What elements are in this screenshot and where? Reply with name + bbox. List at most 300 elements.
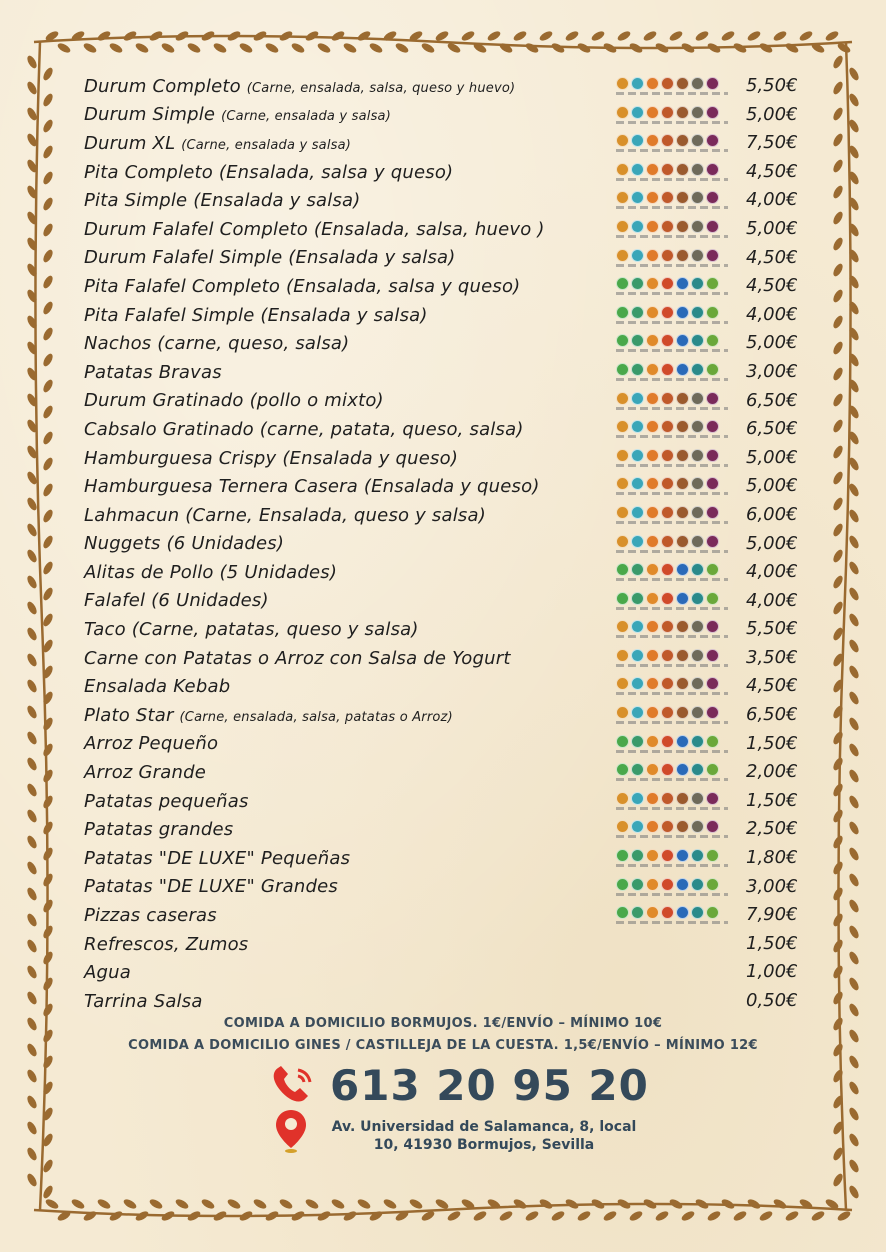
leaf-ornament [460,1197,476,1210]
leaf-ornament [590,1197,606,1210]
allergen-icon [646,906,659,919]
allergen-icon [616,134,629,147]
allergen-icons [616,677,719,690]
leaf-ornament [25,80,38,96]
allergen-icon [691,134,704,147]
allergen-icon [646,306,659,319]
allergen-icon [706,163,719,176]
menu-item-price: 5,50€ [746,75,798,96]
allergen-icons [616,563,719,576]
menu-item [84,987,824,1016]
leaf-ornament [41,1080,54,1096]
leaf-ornament [836,1209,852,1222]
leaf-ornament [810,41,826,54]
allergen-icon [646,535,659,548]
leaf-ornament [41,1106,54,1122]
allergen-icon [646,363,659,376]
allergen-icon [616,77,629,90]
menu-item-name [84,276,520,297]
menu-item-price: 6,50€ [746,704,798,726]
leaf-ornament [831,132,844,148]
menu-item-price: 3,00€ [746,875,798,897]
leaf-ornament [831,80,844,96]
leaf-ornament [847,352,860,368]
allergen-icon [661,163,674,176]
allergen-icon [646,106,659,119]
leaf-ornament [226,29,242,42]
allergen-icon [661,277,674,290]
menu-item-title: Durum Completo [84,75,241,97]
leaf-ornament [44,29,60,42]
allergen-labels [616,921,728,924]
allergen-icon [661,792,674,805]
menu-item-price: 5,00€ [746,475,798,497]
menu-item-name [84,819,233,840]
leaf-ornament [831,210,844,226]
allergen-icon [706,420,719,433]
allergen-icon [616,392,629,405]
allergen-icon [706,106,719,119]
menu-item-title: Hamburguesa Crispy (Ensalada y queso) [84,447,459,469]
leaf-ornament [41,638,54,654]
leaf-ornament [847,170,860,186]
allergen-icon [676,477,689,490]
leaf-ornament [25,444,38,460]
allergen-icon [661,849,674,862]
allergen-icon [676,878,689,891]
leaf-ornament [550,1209,566,1222]
allergen-icon [706,763,719,776]
allergen-icon [631,363,644,376]
allergen-labels [616,692,728,695]
menu-item [84,530,824,559]
menu-item-price: 6,00€ [746,503,798,525]
allergen-icon [631,649,644,662]
allergen-labels [616,721,728,724]
menu-item [84,615,824,644]
leaf-ornament [25,158,38,174]
leaf-ornament [238,41,254,54]
menu-item-title: Durum Falafel Completo (Ensalada, salsa, huevo ) [84,218,545,240]
allergen-icons [616,306,719,319]
allergen-icon [676,163,689,176]
leaf-ornament [41,1158,54,1174]
address-block [270,1108,670,1158]
allergen-icons [616,77,719,90]
leaf-ornament [160,1209,176,1222]
leaf-ornament [498,1209,514,1222]
menu-item-name [84,133,351,154]
allergen-icon [616,592,629,605]
leaf-ornament [408,29,424,42]
leaf-ornament [148,1197,164,1210]
leaf-ornament [847,66,860,82]
allergen-icon [691,191,704,204]
menu-item [84,930,824,959]
leaf-ornament [41,794,54,810]
allergen-icon [661,420,674,433]
leaf-ornament [831,964,844,980]
leaf-ornament [847,92,860,108]
allergen-labels [616,92,728,95]
leaf-ornament [41,482,54,498]
leaf-ornament [434,1197,450,1210]
allergen-icon [661,563,674,576]
leaf-ornament [460,29,476,42]
leaf-ornament [41,846,54,862]
leaf-ornament [82,41,98,54]
menu-item [84,758,824,787]
allergen-icon [631,249,644,262]
leaf-ornament [25,1172,38,1188]
menu-item-name [84,905,217,926]
allergen-icon [646,649,659,662]
leaf-ornament [831,470,844,486]
leaf-ornament [41,716,54,732]
allergen-icon [676,849,689,862]
allergen-icon [706,77,719,90]
allergen-labels [616,178,728,181]
allergen-icon [706,306,719,319]
leaf-ornament [44,1197,60,1210]
leaf-ornament [524,1209,540,1222]
menu-item-name [84,390,384,411]
allergen-icon [691,735,704,748]
menu-item-name [84,934,248,955]
leaf-ornament [847,664,860,680]
leaf-ornament [831,340,844,356]
address-text [314,1118,654,1154]
leaf-ornament [25,834,38,850]
allergen-icon [661,477,674,490]
delivery-info-gines: COMIDA A DOMICILIO GINES / CASTILLEJA DE LA CUESTA. 1,5€/ENVÍO – MÍNIMO 12€ [128,1038,758,1053]
allergen-icon [706,277,719,290]
leaf-ornament [784,1209,800,1222]
leaf-ornament [70,1197,86,1210]
leaf-ornament [41,1132,54,1148]
allergen-icon [676,735,689,748]
leaf-ornament [238,1209,254,1222]
menu-item [84,215,824,244]
leaf-ornament [847,924,860,940]
allergen-icon [661,620,674,633]
leaf-ornament [847,1054,860,1070]
menu-item-name [84,762,206,783]
leaf-ornament [847,560,860,576]
menu-item-title: Durum Gratinado (pollo o mixto) [84,390,384,412]
menu-item [84,272,824,301]
leaf-ornament [847,716,860,732]
leaf-ornament [831,184,844,200]
leaf-ornament [96,29,112,42]
leaf-ornament [831,730,844,746]
leaf-ornament [25,340,38,356]
menu-item [84,701,824,730]
menu-item-name [84,733,218,754]
allergen-icon [691,535,704,548]
allergen-icon [691,77,704,90]
leaf-ornament [382,29,398,42]
leaf-ornament [472,1209,488,1222]
allergen-icon [676,392,689,405]
leaf-ornament [524,41,540,54]
leaf-ornament [25,678,38,694]
menu-item-title: Pita Falafel Simple (Ensalada y salsa) [84,304,428,326]
allergen-icon [646,677,659,690]
allergen-icon [691,163,704,176]
menu-item-name [84,590,269,611]
allergen-icon [631,820,644,833]
leaf-ornament [41,534,54,550]
leaf-ornament [41,118,54,134]
allergen-icon [631,449,644,462]
allergen-labels [616,292,728,295]
leaf-ornament [831,236,844,252]
leaf-ornament [831,626,844,642]
allergen-icon [616,792,629,805]
allergen-icons [616,334,719,347]
allergen-icon [706,677,719,690]
leaf-ornament [25,236,38,252]
menu-item-price: 2,50€ [746,818,798,840]
menu-item-price: 1,50€ [746,932,798,954]
allergen-icon [691,820,704,833]
allergen-icon [676,249,689,262]
allergen-icon [616,220,629,233]
allergen-labels [616,521,728,524]
allergen-icon [661,706,674,719]
leaf-ornament [408,1197,424,1210]
leaf-ornament [70,29,86,42]
allergen-labels [616,635,728,638]
leaf-ornament [290,41,306,54]
leaf-ornament [420,1209,436,1222]
allergen-icon [706,706,719,719]
allergen-icon [676,649,689,662]
menu-item-name [84,247,456,268]
allergen-icon [616,820,629,833]
allergen-icon [616,677,629,690]
leaf-ornament [25,782,38,798]
leaf-ornament [25,704,38,720]
leaf-ornament [847,950,860,966]
leaf-ornament [831,54,844,70]
leaf-ornament [41,196,54,212]
leaf-ornament [25,964,38,980]
allergen-labels [616,492,728,495]
menu-item [84,672,824,701]
menu-item-title: Patatas Bravas [84,361,222,383]
leaf-ornament [847,898,860,914]
leaf-ornament [706,1209,722,1222]
allergen-icon [616,706,629,719]
allergen-icon [706,792,719,805]
allergen-icon [691,620,704,633]
leaf-ornament [25,210,38,226]
allergen-icon [616,535,629,548]
allergen-icon [676,134,689,147]
menu-item-title: Lahmacun (Carne, Ensalada, queso y salsa) [84,504,486,526]
allergen-icon [691,363,704,376]
menu-item-name [84,76,515,97]
leaf-ornament [847,144,860,160]
leaf-ornament [831,444,844,460]
allergen-icon [631,906,644,919]
allergen-icon [616,363,629,376]
allergen-icons [616,620,719,633]
leaf-ornament [304,1197,320,1210]
allergen-icon [676,792,689,805]
allergen-icon [661,363,674,376]
leaf-ornament [732,1209,748,1222]
allergen-icon [691,649,704,662]
leaf-ornament [847,976,860,992]
menu-item-price: 3,50€ [746,646,798,668]
leaf-ornament [564,1197,580,1210]
leaf-ornament [41,1184,54,1200]
menu-item-name [84,419,524,440]
leaf-ornament [25,262,38,278]
leaf-ornament [831,392,844,408]
leaf-ornament [680,1209,696,1222]
menu-item [84,444,824,473]
leaf-ornament [25,496,38,512]
menu-item-price: 5,00€ [746,532,798,554]
leaf-ornament [831,548,844,564]
allergen-icon [676,506,689,519]
leaf-ornament [212,41,228,54]
menu-item-title: Arroz Pequeño [84,733,219,755]
allergen-icon [676,620,689,633]
menu-item [84,387,824,416]
allergen-icon [661,191,674,204]
leaf-ornament [160,41,176,54]
leaf-ornament [831,990,844,1006]
leaf-ornament [847,404,860,420]
leaf-ornament [847,196,860,212]
menu-item-name [84,619,419,640]
allergen-labels [616,378,728,381]
menu-item-price: 5,50€ [746,618,798,640]
allergen-icon [691,592,704,605]
leaf-ornament [590,29,606,42]
allergen-icon [616,735,629,748]
allergen-icons [616,735,719,748]
allergen-icon [616,420,629,433]
leaf-ornament [41,924,54,940]
leaf-ornament [847,638,860,654]
leaf-ornament [847,118,860,134]
allergen-icon [691,220,704,233]
leaf-ornament [41,820,54,836]
leaf-ornament [330,29,346,42]
allergen-icon [646,735,659,748]
leaf-ornament [847,768,860,784]
allergen-icon [676,535,689,548]
leaf-ornament [642,1197,658,1210]
menu-item-name [84,648,511,669]
allergen-icon [661,592,674,605]
allergen-icon [661,535,674,548]
menu-item [84,186,824,215]
allergen-icon [691,563,704,576]
menu-item-title: Carne con Patatas o Arroz con Salsa de Yogurt [84,647,511,669]
allergen-icon [646,563,659,576]
leaf-ornament [831,912,844,928]
leaf-ornament [278,1197,294,1210]
leaf-ornament [25,314,38,330]
allergen-labels [616,893,728,896]
leaf-ornament [252,1197,268,1210]
menu-item-name [84,190,360,211]
menu-item-name [84,104,391,125]
leaf-ornament [316,1209,332,1222]
allergen-icon [706,620,719,633]
leaf-ornament [831,314,844,330]
allergen-icon [646,249,659,262]
menu-item-price: 7,50€ [746,132,798,154]
allergen-icon [631,620,644,633]
leaf-ornament [602,41,618,54]
phone-block [270,1055,650,1115]
leaf-ornament [498,41,514,54]
menu-item [84,129,824,158]
leaf-ornament [25,1094,38,1110]
allergen-icon [631,592,644,605]
allergen-icons [616,134,719,147]
allergen-icon [631,334,644,347]
leaf-ornament [41,378,54,394]
leaf-ornament [368,41,384,54]
leaf-ornament [82,1209,98,1222]
allergen-icon [661,392,674,405]
leaf-ornament [847,300,860,316]
leaf-ornament [41,170,54,186]
leaf-ornament [847,1080,860,1096]
allergen-icon [631,792,644,805]
allergen-icon [676,77,689,90]
menu-item [84,587,824,616]
leaf-ornament [772,29,788,42]
leaf-ornament [628,41,644,54]
leaf-ornament [847,742,860,758]
leaf-ornament [122,1197,138,1210]
leaf-ornament [25,600,38,616]
allergen-icon [676,763,689,776]
leaf-ornament [847,508,860,524]
menu-item [84,787,824,816]
leaf-ornament [538,29,554,42]
allergen-labels [616,664,728,667]
menu-item-title: Refrescos, Zumos [84,933,249,955]
menu-item-title: Patatas grandes [84,819,234,841]
menu-item-price: 6,50€ [746,389,798,411]
leaf-ornament [41,144,54,160]
leaf-ornament [41,612,54,628]
leaf-ornament [831,496,844,512]
allergen-icon [631,191,644,204]
leaf-ornament [654,1209,670,1222]
delivery-info-bormujos: COMIDA A DOMICILIO BORMUJOS. 1€/ENVÍO – MÍNIMO 10€ [223,1016,663,1031]
leaf-ornament [25,106,38,122]
leaf-ornament [538,1197,554,1210]
allergen-icon [691,277,704,290]
allergen-icon [631,277,644,290]
allergen-icons [616,477,719,490]
leaf-ornament [25,574,38,590]
allergen-icon [646,191,659,204]
phone-number[interactable]: 613 20 95 20 [330,1060,649,1110]
